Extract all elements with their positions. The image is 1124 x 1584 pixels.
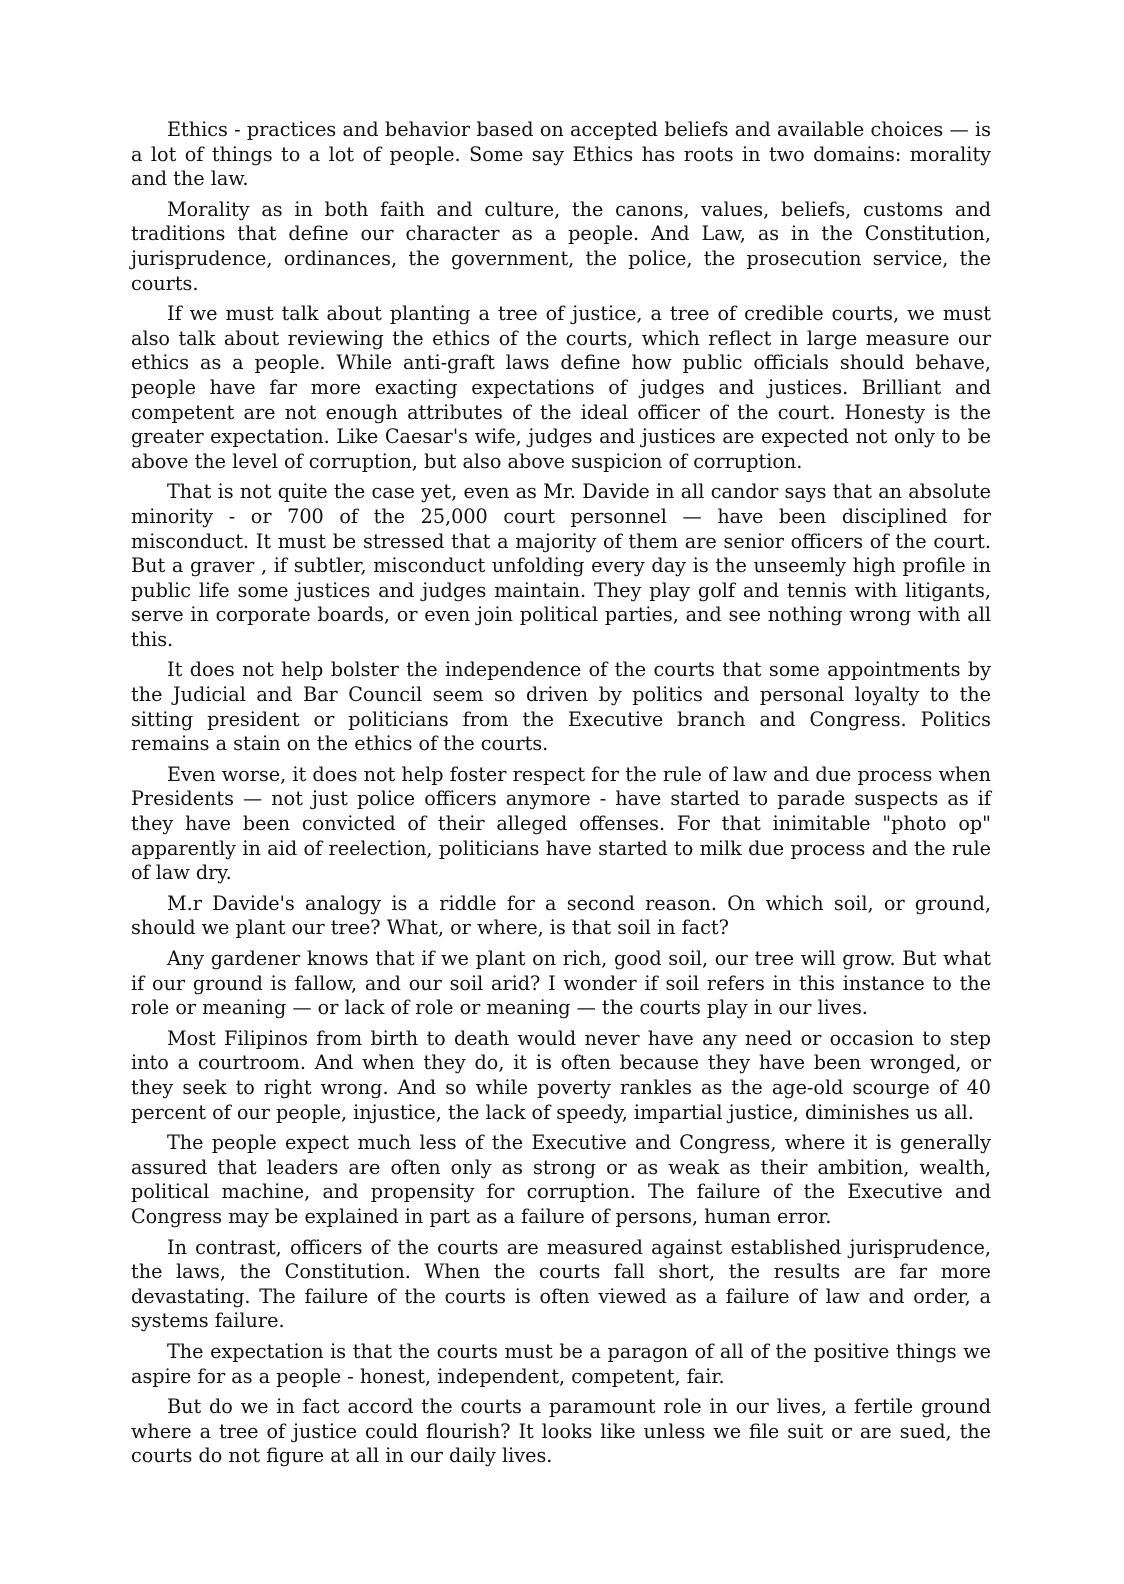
paragraph: If we must talk about planting a tree of justice, a tree of credible courts, we must also talk about reviewing the ethics of the courts, which reflect in large measure our ethics as a people. While anti-graft laws define how public officials should behave, people have far more exacting expectations of judges and justices. Brilliant and competent are not enough attributes of the ideal officer of the court. Honesty is the greater expectation. Like Caesar's wife, judges and justices are expected not only to be above the level of corruption, but also above suspicion of corruption. xyxy=(131,302,991,473)
paragraph: Ethics - practices and behavior based on accepted beliefs and available choices — is a lot of things to a lot of people. Some say Ethics has roots in two domains: morality and the law. xyxy=(131,118,991,191)
paragraph: The people expect much less of the Executive and Congress, where it is generally assured that leaders are often only as strong or as weak as their ambition, wealth, political machine, and propensity for corruption. The failure of the Executive and Congress may be explained in part as a failure of persons, human error. xyxy=(131,1131,991,1228)
paragraph: Morality as in both faith and culture, the canons, values, beliefs, customs and traditions that define our character as a people. And Law, as in the Constitution, jurisprudence, ordinances, the government, the police, the prosecution service, the courts. xyxy=(131,197,991,295)
paragraph: In contrast, officers of the courts are measured against established jurisprudence, the laws, the Constitution. When the courts fall short, the results are far more devastating. The failure of the courts is often viewed as a failure of law and order, a systems failure. xyxy=(131,1235,991,1333)
paragraph: Any gardener knows that if we plant on rich, good soil, our tree will grow. But what if our ground is fallow, and our soil arid? I wonder if soil refers in this instance to the role or meaning — or lack of role or meaning — the courts play in our lives. xyxy=(131,947,991,1020)
paragraph: The expectation is that the courts must be a paragon of all of the positive things we aspire for as a people - honest, independent, competent, fair. xyxy=(131,1339,991,1388)
paragraph: But do we in fact accord the courts a paramount role in our lives, a fertile ground where a tree of justice could flourish? It looks like unless we file suit or are sued, the courts do not figure at all in our daily lives. xyxy=(131,1395,991,1468)
paragraph: It does not help bolster the independence of the courts that some appointments by the Judicial and Bar Council seem so driven by politics and personal loyalty to the sitting president or politicians from the Executive branch and Congress. Politics remains a stain on the ethics of the courts. xyxy=(131,658,991,756)
paragraph: Even worse, it does not help foster respect for the rule of law and due process when Presidents — not just police officers anymore - have started to parade suspects as if they have been convicted of their alleged offenses. For that inimitable "photo op" apparently in aid of reelection, politicians have started to milk due process and the rule of law dry. xyxy=(131,762,991,885)
paragraph: M.r Davide's analogy is a riddle for a second reason. On which soil, or ground, should we plant our tree? What, or where, is that soil in fact? xyxy=(131,891,991,940)
paragraph: That is not quite the case yet, even as Mr. Davide in all candor says that an absolute minority - or 700 of the 25,000 court personnel — have been disciplined for misconduct. It must be stressed that a majority of them are senior officers of the court. But a graver , if subtler, misconduct unfolding every day is the unseemly high profile in public life some justices and judges maintain. They play golf and tennis with litigants, serve in corporate boards, or even join political parties, and see nothing wrong with all this. xyxy=(131,480,991,651)
document-body xyxy=(131,118,991,1475)
paragraph: Most Filipinos from birth to death would never have any need or occasion to step into a courtroom. And when they do, it is often because they have been wronged, or they seek to right wrong. And so while poverty rankles as the age-old scourge of 40 percent of our people, injustice, the lack of speedy, impartial justice, diminishes us all. xyxy=(131,1026,991,1124)
